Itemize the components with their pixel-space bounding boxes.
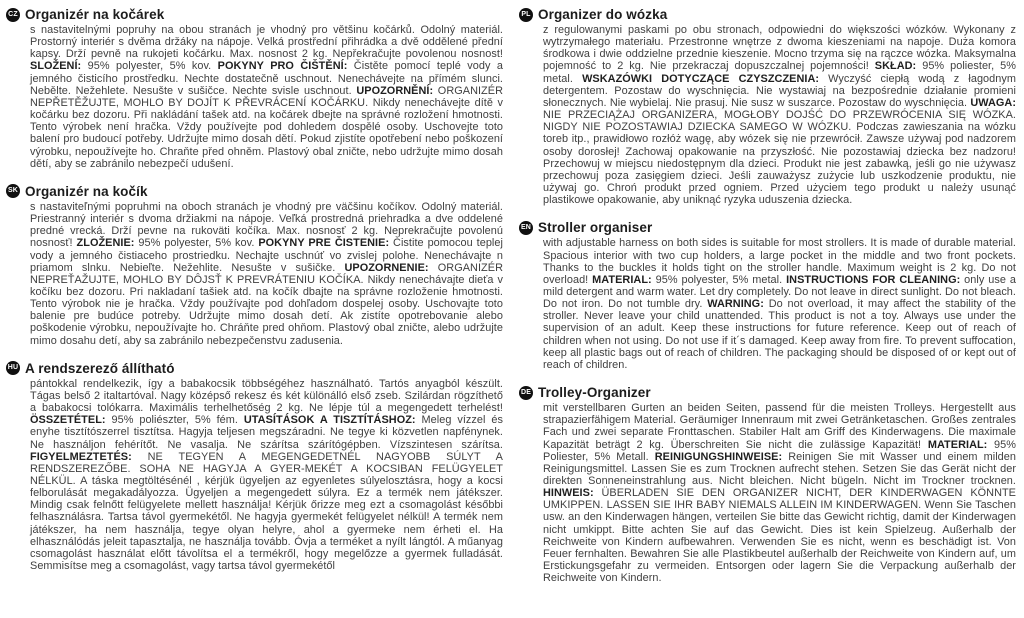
language-badge-cz: CZ	[6, 8, 20, 22]
section-body-cz: s nastavitelnými popruhy na obou stranách je vhodný pro většinu kočárků. Odolný materiál. Prostorný interiér s dvěma držáky na nápoje. Velká prostřední přihrádka a dvě oddělené přední kapsy. Drží pevně na rukojeti kočárku. Max. nosnost 2 kg. Nepřekračujte povolenou nosnost! SLOŽENÍ: 95% polyester, 5% kov. POKYNY PRO ČIŠTĚNÍ: Čistěte pomocí teplé vody a jemného čisticího prostředku. Nechte dostatečně uschnout. Nenechávejte na přímém slunci. Nebělte. Nežehlete. Nesušte v sušičce. Nechte svisle uschnout. UPOZORNĚNÍ: ORGANIZÉR NEPŘETĚŽUJTE, MOHLO BY DOJÍT K PŘEVRÁCENÍ KOČÁRKU. Nikdy nenechávejte dítě v kočárku bez dozoru. Při nakládání tašek atd. na kočárek dbejte na správné rozložení hmotnosti. Tento výrobek není hračka. Vždy používejte pod dohledem dospělé osoby. Uschovejte toto balení pro budoucí potřeby. Udržujte mimo dosah dětí. Pokud zjistíte opotřebení nebo poškození výrobku, nepoužívejte ho. Chraňte před ohněm. Plastový obal zničte, nebo udržujte mimo dosah dětí, aby se zabránilo nebezpečí udušení.	[30, 24, 503, 170]
section-body-hu: pántokkal rendelkezik, így a babakocsik többségéhez használható. Tartós anyagból készült. Tágas belső 2 italtartóval. Nagy középső rekesz és két különálló első zseb. Szilárdan rögzíthető a babakocsi tolókarra. Maximális terhelhetőség 2 kg. Ne lépje túl a megengedett terhelést! ÖSSZETÉTEL: 95% poliészter, 5% fém. UTASÍTÁSOK A TISZTÍTÁSHOZ: Meleg vízzel és enyhe tisztítószerrel tisztítsa. Hagyja teljesen megszáradni. Ne tegye ki közvetlen napfénynek. Ne használjon fehérítőt. Ne vasalja. Ne szárítsa szárítógépben. Vízszintesen szárítsa. FIGYELMEZTETÉS: NE TEGYEN A MEGENGEDETNÉL NAGYOBB SÚLYT A RENDSZEREZŐBE. SOHA NE HAGYJA A GYER-MEKÉT A KOCSIBAN FELÜGYELET NÉLKÜL. A táska megtöltésénél , kérjük ügyeljen az egyenletes súlyelosztásra, hogy a kocsi felborulását megakadályozza. Ügyeljen a megengedett súlyra. Ez a termék nem játékszer. Mindig csak felnőtt felügyelete mellett használja! Kérjük őrizze meg ezt a csomagolást későbbi felhasználásra. Tartsa távol gyermekétől. Ne hagyja gyermekét felügyelet nélkül! A termék nem játékszer, ha nem használja, tegye olyan helyre, ahol a gyermeke nem érheti el. Ha elhasználódás jeleit tapasztalja, ne használja tovább. Óvja a terméket a nyílt lángtól. A műanyag csomagolást használat előtt távolítsa el a termékről, hogy megelőzze a gyermek fulladását. Semmisítse meg a csomagolást, vagy tartsa távol gyermekétől	[30, 377, 503, 573]
section-title-cz: Organizér na kočárek	[25, 7, 165, 22]
language-badge-pl: PL	[519, 8, 533, 22]
section-body-pl: z regulowanymi paskami po obu stronach, odpowiedni do większości wózków. Wykonany z wytrzymałego materiału. Przestronne wnętrze z dwoma kieszeniami na napoje. Duża komora środkowa i dwie oddzielne przednie kieszenie. Mocno trzyma się na rączce wózka. Maksymalna pojemność to 2 kg. Nie przekraczaj dopuszczalnej pojemności! SKŁAD: 95% poliester, 5% metal. WSKAZÓWKI DOTYCZĄCE CZYSZCZENIA: Wyczyść ciepłą wodą z łagodnym detergentem. Pozostaw do wyschnięcia. Nie wystawiaj na bezpośrednie działanie promieni słonecznych. Nie wybielaj. Nie prasuj. Nie susz w suszarce. Pozostaw do wyschnięcia. UWAGA: NIE PRZECIĄŻAJ ORGANIZERA, MOGŁOBY DOJŚĆ DO PRZEWRÓCENIA SIĘ WÓZKA. NIGDY NIE POZOSTAWIAJ DZIECKA SAMEGO W WÓZKU. Podczas zawieszania na wózku toreb itp., prawidłowo rozłóż wagę, aby wózek się nie przewrócił. Zawsze używaj pod nadzorem osoby dorosłej! Zachowaj opakowanie na przyszłość. Nie pozostawiaj dziecka bez nadzoru! Przechowuj w miejscu niedostępnym dla dzieci. Produkt nie jest zabawką, jeśli go nie używasz przechowuj poza zasięgiem dzieci. Jeśli zauważysz zużycie lub uszkodzenie produktu, nie używaj go. Chroń produkt przed ogniem. Przed użyciem tego produkt u należy usunąć plastikowe opakowanie, aby uniknąć ryzyka uduszenia dziecka.	[543, 24, 1016, 207]
section-title-en: Stroller organiser	[538, 220, 653, 236]
section-body-sk: s nastaviteľnými popruhmi na oboch stranách je vhodný pre väčšinu kočíkov. Odolný materiál. Priestranný interiér s dvoma držiakmi na nápoje. Veľká prostredná priehradka a dve oddelené predné vrecká. Drží pevne na rukoväti kočíka. Max. nosnosť 2 kg. Neprekračujte povolenú nosnosť! ZLOŽENIE: 95% polyester, 5% kov. POKYNY PRE ČISTENIE: Čistite pomocou teplej vody a jemného čistiaceho prostriedku. Nechajte uschnúť vo zvislej polohe. Nenechávajte n priamom slnku. Nebieľte. Nežehlite. Nesušte v sušičke. UPOZORNENIE: ORGANIZÉR NEPREŤAŽUJTE, MOHLO BY DÔJSŤ K PREVRÁTENIU KOČÍKA. Nikdy nenechávajte dieťa v kočíku bez dozoru. Pri nakladaní tašiek atd. na kočík dbajte na správne rozloženie hmotnosti. Tento výrobok nie je hračka. Vždy používajte pod dohľadom dospelej osoby. Uschovajte toto balenie pre budúce potreby. Udržujte mimo dosah detí. Ak zistíte opotrebovanie alebo poškodenie výrobku, nepoužívajte ho. Chráňte pred ohňom. Plastový obal zničte, alebo udržujte mimo dosahu detí, aby sa zabránilo nebezpečenstvu zadusenia.	[30, 200, 503, 347]
language-badge-de: DE	[519, 386, 533, 400]
section-heading-sk	[6, 184, 503, 199]
section-title-hu: A rendszerező állítható	[25, 360, 175, 376]
section-cz	[6, 7, 503, 170]
section-heading-pl	[519, 7, 1016, 22]
section-hu	[6, 361, 503, 573]
language-badge-hu: HU	[6, 361, 20, 375]
section-pl	[519, 7, 1016, 206]
left-column	[6, 7, 503, 598]
section-en	[519, 220, 1016, 371]
section-de	[519, 385, 1016, 584]
section-heading-hu	[6, 361, 503, 376]
section-body-de: mit verstellbaren Gurten an beiden Seiten, passend für die meisten Trolleys. Hergestellt aus strapazierfähigem Material. Geräumiger Innenraum mit zwei Getränketaschen. Großes zentrales Fach und zwei separate Fronttaschen. Stabiler Halt am Griff des Kinderwagens. Die maximale Kapazität beträgt 2 kg. Überschreiten Sie nicht die zulässige Kapazität! MATERIAL: 95% Poliester, 5% Metall. REINIGUNGSHINWEISE: Reinigen Sie mit Wasser und einem milden Reinigungsmittel. Lassen Sie es zum Trocknen aufrecht stehen. Setzen Sie das Gerät nicht der direkten Sonneneinstrahlung aus. Nicht bleichen. Nicht bügeln. Nicht im Trockner trocknen. HINWEIS: ÜBERLADEN SIE DEN ORGANIZER NICHT, DER KINDERWAGEN KÖNNTE UMKIPPEN. LASSEN SIE IHR BABY NIEMALS ALLEIN IM KINDERWAGEN. Wenn Sie Taschen usw. an den Kinderwagen hängen, verteilen Sie bitte das Gewicht richtig, damit der Kinderwagen nicht umkippt. Bitte achten Sie auf das Gewicht. Dies ist kein Spielzeug. Außerhalb der Reichweite von Kindern aufbewahren. Verwenden Sie es nicht, wenn es beschädigt ist. Von Feuer fernhalten. Bewahren Sie alle Plastikbeutel außerhalb der Reichweite von Kindern auf, um Erstickungsgefahr zu vermeiden. Entsorgen oder lagern Sie die Verpackung außerhalb der Reichweite von Kindern.	[543, 402, 1016, 585]
language-badge-sk: SK	[6, 184, 20, 198]
section-title-de: Trolley-Organizer	[538, 385, 651, 401]
section-body-en: with adjustable harness on both sides is suitable for most strollers. It is made of durable material. Spacious interior with two cup holders, a large pocket in the middle and two front pockets. Thanks to the buckles it holds tight on the stroller handle. Maximum weight is 2 kg. Do not overload! MATERIAL: 95% polyester, 5% metal. INSTRUCTIONS FOR CLEANING: only use a mild detergent and warm water. Let dry completely. Do not leave in direct sunlight. Do not bleach. Do not iron. Do not tumble dry. WARNING: Do not overload, it may affect the stability of the stroller. Never leave your child unattended. This product is not a toy. Always use under the supervision of an adult. Keep these instructions for future reference. Keep out of reach of children when not using. Do not use if it´s damaged. Keep away from fire. To prevent suffocation, keep all plastic bags out of reach of children. The packaging should be disposed of or kept out of reach of children.	[543, 237, 1017, 371]
section-sk	[6, 184, 503, 347]
section-title-sk: Organizér na kočík	[25, 183, 148, 199]
section-heading-cz	[6, 7, 503, 22]
right-column	[519, 7, 1016, 598]
section-heading-en	[519, 220, 1016, 235]
section-title-pl: Organizer do wózka	[538, 7, 668, 22]
section-heading-de	[519, 385, 1016, 400]
language-badge-en: EN	[519, 221, 533, 235]
